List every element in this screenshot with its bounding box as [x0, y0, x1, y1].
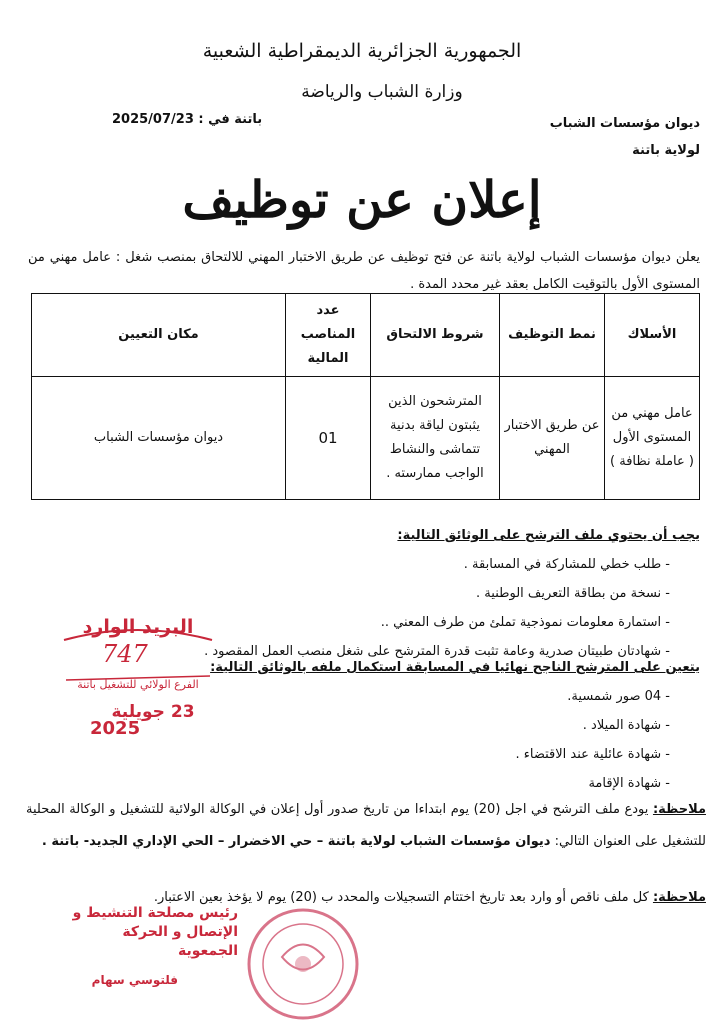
document-date: باتنة في : 2025/07/23	[112, 112, 263, 127]
note-label: ملاحظة:	[652, 890, 706, 905]
table-header-cell: عدد المناصب المالية	[286, 294, 371, 377]
intro-paragraph: يعلن ديوان مؤسسات الشباب لولاية باتنة عن فتح توظيف عن طريق الاختبار المهني للالتحاق بمنصب شغل : عامل مهني من المستوى الأول بالتوقيت الكامل بعقد غير محدد المدة .	[28, 250, 700, 292]
list-item: - 04 صور شمسية.	[567, 689, 670, 704]
official-seal-graphic	[232, 902, 374, 1020]
received-stamp	[58, 614, 218, 744]
stamp-branch: الفرع الولائي للتشغيل باتنة	[77, 678, 199, 691]
signatory-name: فلتوسي سهام	[91, 973, 178, 987]
republic-header: الجمهورية الجزائرية الديمقراطية الشعبية	[202, 40, 522, 62]
list-item: - شهادة عائلية عند الاقتضاء .	[515, 747, 670, 762]
issuing-office	[500, 116, 700, 170]
list-item: - استمارة معلومات نموذجية تملئ من طرف المعني ..	[380, 615, 670, 630]
note-text: يودع ملف الترشح في اجل (20) يوم ابتداءا من تاريخ صدور أول إعلان في الوكالة الولائية للتشغيل و الوكالة المحلية للتشغيل على العنوان التالي:	[26, 802, 706, 849]
signatory-role: رئيس مصلحة التنشيط و الإتصال و الحركة الجمعوية	[72, 905, 238, 959]
note-label: ملاحظة:	[652, 802, 706, 817]
table-header-cell: مكان التعيين	[32, 294, 286, 377]
table-cell-conditions: المترشحون الذين يثبتون لياقة بدنية تتماشى والنشاط الواجب ممارسته .	[371, 377, 500, 500]
note-text: كل ملف ناقص أو وارد بعد تاريخ اختتام التسجيلات والمحدد ب (20) يوم لا يؤخذ بعين الاعتبار.	[153, 890, 649, 905]
official-seal	[232, 902, 374, 1020]
table-cell-grade: عامل مهني من المستوى الأول ( عاملة نظافة )	[605, 377, 700, 500]
file-requirements-title: يجب أن يحتوي ملف الترشح على الوثائق التالية:	[397, 528, 700, 543]
table-header-cell: الأسلاك	[605, 294, 700, 377]
table-header-cell: شروط الالتحاق	[371, 294, 500, 377]
stamp-date: 23 جويلية	[111, 702, 195, 722]
announcement-title: إعلان عن توظيف	[182, 170, 542, 229]
final-documents-title: يتعين على المترشح الناجح نهائيا في المسابقة استكمال ملفه بالوثائق التالية:	[210, 660, 700, 675]
list-item: - طلب خطي للمشاركة في المسابقة .	[463, 557, 670, 572]
list-item: - نسخة من بطاقة التعريف الوطنية .	[476, 586, 670, 601]
table-cell-mode: عن طريق الاختبار المهني	[500, 377, 605, 500]
signature-block	[58, 904, 238, 990]
table-cell-count: 01	[286, 377, 371, 500]
table-row	[32, 377, 700, 500]
list-item: - شهادتان طبيتان صدرية وعامة تثبت قدرة المترشح على شغل منصب العمل المقصود .	[204, 644, 670, 659]
office-province: لولاية باتنة	[632, 143, 700, 158]
stamp-title: البريد الوارد	[82, 616, 194, 638]
table-header-row	[32, 294, 700, 377]
job-table	[31, 293, 700, 500]
list-item: - شهادة الإقامة	[588, 776, 670, 791]
ministry-header: وزارة الشباب والرياضة	[301, 82, 463, 102]
address: ديوان مؤسسات الشباب لولاية باتنة – حي الاخضرار – الحي الإداري الجديد- باتنة .	[41, 834, 551, 849]
list-item: - شهادة الميلاد .	[582, 718, 670, 733]
deposit-note	[26, 794, 706, 858]
stamp-year: 2025	[90, 718, 141, 739]
office-name: ديوان مؤسسات الشباب	[549, 116, 700, 131]
table-cell-location: ديوان مؤسسات الشباب	[32, 377, 286, 500]
stamp-number: 747	[102, 640, 148, 668]
table-header-cell: نمط التوظيف	[500, 294, 605, 377]
